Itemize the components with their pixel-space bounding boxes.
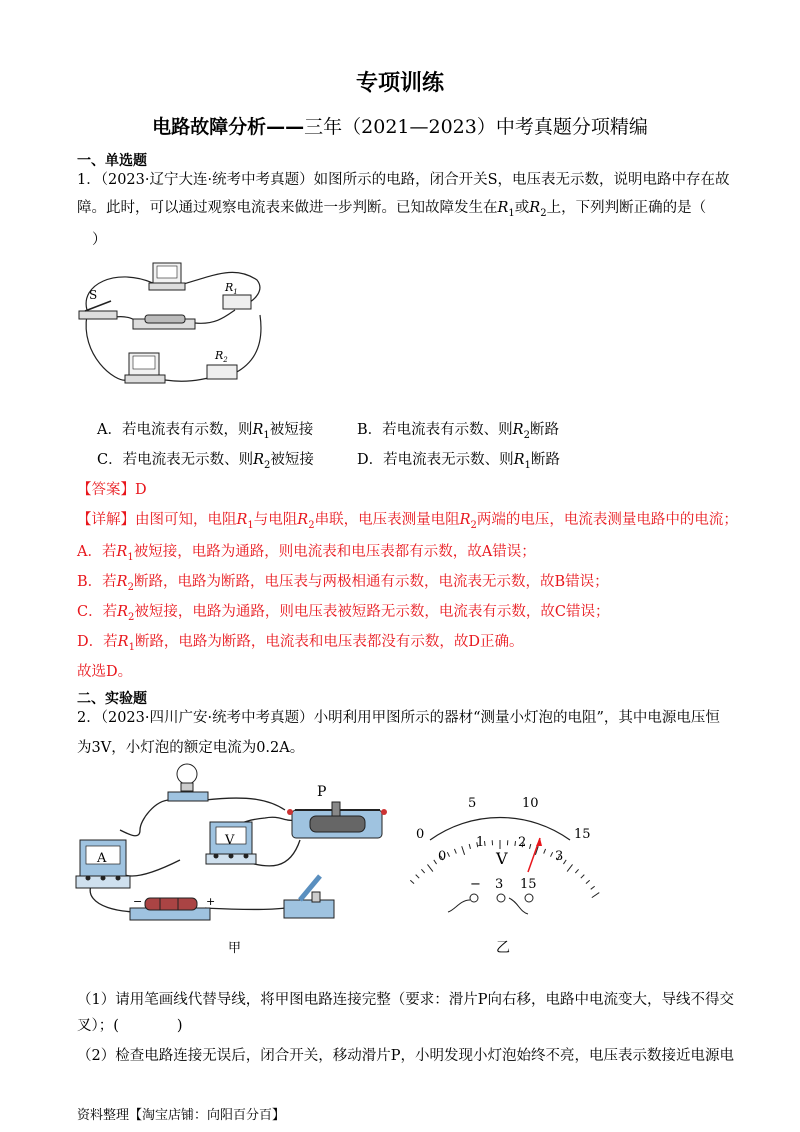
bulb-icon bbox=[168, 764, 208, 801]
switch-icon bbox=[79, 301, 117, 319]
detail-text: C．若 bbox=[77, 604, 118, 620]
q2-sub1-line1: （1）请用笔画线代替导线，将甲图电路连接完整（要求：滑片P向右移，电路中电流变大，导线不得交 bbox=[77, 992, 734, 1008]
option-b-text: B．若电流表有示数、则 bbox=[357, 422, 513, 438]
subtitle-bold: 电路故障分析—— bbox=[152, 116, 305, 138]
answer bbox=[77, 478, 147, 499]
r-symbol: R bbox=[117, 604, 129, 620]
wire-left bbox=[448, 900, 470, 912]
r-symbol: R bbox=[236, 512, 248, 528]
choose-line: 故选D。 bbox=[77, 664, 133, 680]
section-single-choice: 一、单选题 bbox=[77, 153, 147, 169]
scale-tick bbox=[575, 869, 578, 873]
option-c-end: 被短接 bbox=[270, 452, 314, 468]
rheostat-icon bbox=[287, 802, 387, 838]
page-title: 专项训练 bbox=[355, 71, 444, 96]
scale-tick bbox=[447, 852, 449, 856]
r-symbol: R bbox=[253, 452, 265, 468]
label-r1-sub: 1 bbox=[233, 288, 238, 296]
r-sub: 1 bbox=[128, 641, 135, 653]
label-yi: 乙 bbox=[496, 940, 510, 956]
label-r2: R bbox=[215, 349, 224, 362]
detail-text: 两端的电压，电流表测量电路中的电流； bbox=[476, 512, 738, 528]
scale-tick bbox=[550, 852, 552, 856]
circuit-figure-1 bbox=[75, 255, 270, 395]
label-plus: + bbox=[206, 895, 216, 908]
option-d-end: 断路 bbox=[530, 452, 560, 468]
scale-tick bbox=[469, 844, 470, 849]
detail-line-a bbox=[77, 540, 536, 563]
svg-text:R2 bbox=[214, 349, 228, 364]
option-a-text: A．若电流表有示数，则 bbox=[97, 422, 253, 438]
r-sub: 1 bbox=[524, 459, 531, 471]
scale-tick bbox=[462, 846, 465, 855]
q1-line2a: 障。此时，可以通过观察电流表来做进一步判断。已知故障发生在 bbox=[77, 200, 498, 216]
r-sub: 2 bbox=[540, 207, 547, 219]
detail-text: D．若 bbox=[77, 634, 118, 650]
q2-sub1-line2: 叉）；( ) bbox=[77, 1018, 183, 1034]
r-sub: 1 bbox=[508, 207, 515, 219]
r-sub: 1 bbox=[263, 429, 270, 441]
page-subtitle bbox=[0, 112, 800, 139]
subtitle-normal: 三年（2021—2023）中考真题分项精编 bbox=[304, 116, 648, 138]
r-sub: 2 bbox=[128, 611, 135, 623]
resistor-r1-icon bbox=[223, 295, 251, 309]
scale-tick bbox=[530, 844, 531, 849]
option-a-end: 被短接 bbox=[269, 422, 314, 438]
section-experiment: 二、实验题 bbox=[77, 691, 147, 707]
terminal-minus bbox=[470, 894, 478, 902]
detail-line1 bbox=[77, 508, 738, 531]
footer-note: 资料整理【淘宝店铺：向阳百分百】 bbox=[77, 1108, 286, 1123]
scale-tick bbox=[421, 869, 424, 873]
ammeter-icon bbox=[125, 353, 165, 383]
r-symbol: R bbox=[529, 200, 541, 216]
r-sub: 1 bbox=[127, 551, 134, 563]
meter-v-label: V bbox=[496, 849, 508, 868]
voltmeter-scale-figure bbox=[410, 790, 600, 960]
r-sub: 2 bbox=[523, 429, 530, 441]
scale-tick bbox=[563, 860, 566, 864]
r-symbol: R bbox=[297, 512, 309, 528]
q1-line3: ） bbox=[92, 232, 107, 248]
q1-or: 或 bbox=[514, 200, 530, 216]
scale-top-5: 5 bbox=[468, 796, 477, 811]
r-symbol: R bbox=[117, 634, 129, 650]
r-symbol: R bbox=[116, 544, 128, 560]
answer-label: 【答案】 bbox=[77, 482, 135, 498]
scale-top-0: 0 bbox=[416, 827, 425, 842]
label-r1: R bbox=[225, 281, 234, 294]
option-b[interactable] bbox=[357, 418, 559, 441]
scale-tick bbox=[427, 864, 432, 871]
switch-icon bbox=[284, 876, 334, 918]
r-symbol: R bbox=[252, 422, 264, 438]
option-c[interactable] bbox=[97, 448, 314, 471]
option-d[interactable] bbox=[357, 448, 560, 471]
option-b-end: 断路 bbox=[529, 422, 559, 438]
r-sub: 1 bbox=[247, 519, 254, 531]
detail-line-b bbox=[77, 570, 609, 593]
terminal-3-label: 3 bbox=[495, 877, 504, 892]
label-jia: 甲 bbox=[228, 941, 242, 956]
detail-line-c bbox=[77, 600, 610, 623]
detail-text: 由图可知，电阻 bbox=[135, 512, 237, 528]
wire-right bbox=[509, 898, 528, 914]
detail-text: 断路，电路为断路，电压表与两极相通有示数，电流表无示数，故B错误； bbox=[133, 574, 609, 590]
scale-bottom-0: 0 bbox=[438, 849, 447, 864]
scale-tick bbox=[515, 841, 516, 846]
r-sub: 2 bbox=[264, 459, 271, 471]
voltmeter-icon bbox=[149, 263, 185, 290]
scale-tick bbox=[544, 849, 546, 854]
r-sub: 2 bbox=[127, 581, 134, 593]
q1-line1: 1．（2023·辽宁大连·统考中考真题）如图所示的电路，闭合开关S，电压表无示数，说明电路中存在故 bbox=[77, 172, 730, 188]
label-a: A bbox=[97, 851, 107, 866]
detail-text: 被短接，电路为通路，则电压表被短路无示数，电流表有示数，故C错误； bbox=[134, 604, 610, 620]
label-v: V bbox=[225, 833, 235, 848]
scale-bottom-3: 3 bbox=[555, 849, 564, 864]
label-r2-sub: 2 bbox=[223, 356, 228, 364]
detail-text: 被短接，电路为通路，则电流表和电压表都有示数，故A错误； bbox=[133, 544, 536, 560]
detail-text: 与电阻 bbox=[253, 512, 298, 528]
resistor-r2-icon bbox=[207, 365, 237, 379]
scale-tick bbox=[592, 893, 599, 898]
scale-bottom-2: 2 bbox=[518, 835, 527, 850]
scale-top-15: 15 bbox=[574, 827, 591, 842]
r-symbol: R bbox=[497, 200, 509, 216]
detail-label: 【详解】 bbox=[77, 512, 135, 528]
q2-line1: 2．（2023·四川广安·统考中考真题）小明利用甲图所示的器材“测量小灯泡的电阻”，其中电源电压恒 bbox=[77, 710, 720, 726]
scale-tick bbox=[567, 864, 572, 871]
label-s: S bbox=[89, 288, 98, 302]
q1-line2 bbox=[77, 198, 727, 224]
scale-tick bbox=[586, 880, 590, 883]
r-sub: 2 bbox=[470, 519, 477, 531]
detail-text: A．若 bbox=[77, 544, 117, 560]
battery-icon bbox=[133, 315, 195, 329]
label-minus: − bbox=[133, 895, 143, 908]
r-sub: 2 bbox=[308, 519, 315, 531]
q2-line2: 为3V，小灯泡的额定电流为0.2A。 bbox=[77, 740, 305, 756]
option-a[interactable] bbox=[97, 418, 313, 441]
r-symbol: R bbox=[459, 512, 471, 528]
detail-text: B．若 bbox=[77, 574, 117, 590]
q2-sub2-line1: （2）检查电路连接无误后，闭合开关，移动滑片P，小明发现小灯泡始终不亮，电压表示数接近电源电 bbox=[77, 1048, 734, 1064]
terminal-minus-label: − bbox=[470, 877, 481, 892]
detail-line-d bbox=[77, 630, 524, 653]
terminal-15 bbox=[525, 894, 533, 902]
scale-tick bbox=[591, 886, 595, 889]
r-symbol: R bbox=[513, 452, 525, 468]
q1-line2b: 上，下列判断正确的是（ bbox=[546, 200, 707, 216]
scale-top-10: 10 bbox=[522, 796, 539, 811]
scale-tick bbox=[454, 849, 456, 854]
option-d-text: D．若电流表无示数、则 bbox=[357, 452, 514, 468]
answer-value: D bbox=[135, 482, 147, 498]
label-p: P bbox=[317, 784, 327, 800]
terminal-3 bbox=[497, 894, 505, 902]
terminal-15-label: 15 bbox=[520, 877, 537, 892]
scale-bottom-1: 1 bbox=[476, 835, 485, 850]
detail-text: 断路，电路为断路，电流表和电压表都没有示数，故D正确。 bbox=[134, 634, 524, 650]
scale-tick bbox=[416, 875, 420, 879]
scale-tick bbox=[581, 875, 585, 879]
scale-arc bbox=[430, 817, 570, 840]
svg-text:R1 bbox=[224, 281, 238, 296]
detail-text: 串联，电压表测量电阻 bbox=[314, 512, 460, 528]
r-symbol: R bbox=[512, 422, 524, 438]
circuit-figure-jia bbox=[70, 760, 410, 960]
r-symbol: R bbox=[116, 574, 128, 590]
option-c-text: C．若电流表无示数、则 bbox=[97, 452, 254, 468]
scale-tick bbox=[484, 841, 485, 846]
scale-tick bbox=[410, 880, 414, 883]
scale-tick bbox=[434, 860, 437, 864]
